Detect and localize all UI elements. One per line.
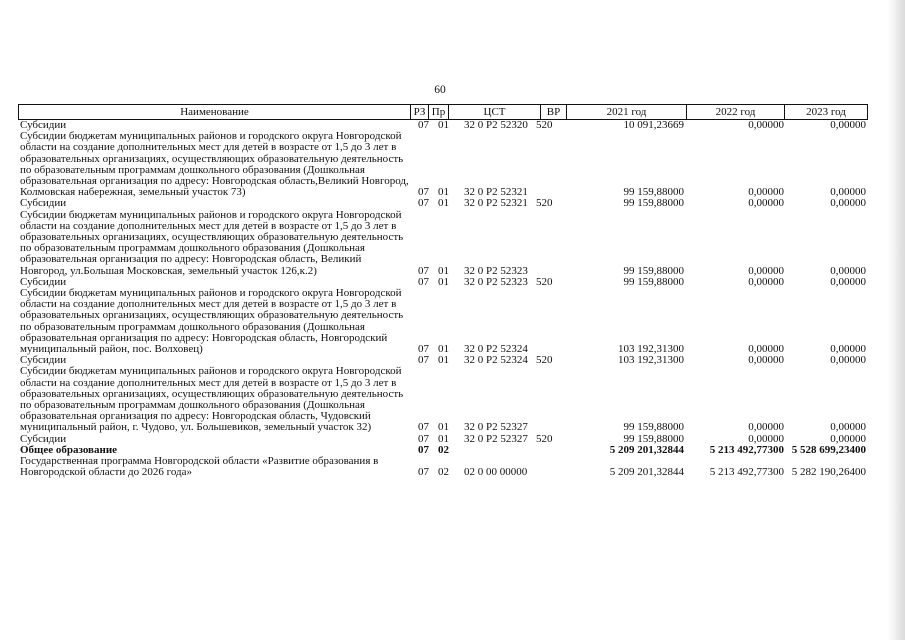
row-y2022: 0,00000	[748, 264, 784, 277]
row-name: Общее образование	[20, 443, 118, 456]
row-pr: 01	[438, 354, 449, 367]
table-row	[18, 131, 868, 198]
row-rz: 07	[418, 275, 429, 288]
table-header	[18, 104, 868, 120]
row-y2021: 99 159,88000	[623, 264, 684, 277]
row-rz: 07	[418, 432, 429, 445]
row-y2023: 0,00000	[830, 186, 866, 199]
scan-edge-shadow	[887, 0, 905, 640]
row-y2023: 5 528 699,23400	[791, 443, 866, 456]
row-cst: 32 0 Р2 52321	[464, 186, 528, 199]
row-pr: 01	[438, 275, 449, 288]
row-pr: 01	[438, 343, 449, 356]
table-row	[18, 210, 868, 277]
header-vr: ВР	[541, 105, 567, 119]
row-y2022: 0,00000	[748, 186, 784, 199]
row-cst: 32 0 Р2 52324	[464, 343, 528, 356]
row-cst: 32 0 Р2 52323	[464, 264, 528, 277]
row-y2021: 103 192,31300	[618, 343, 684, 356]
row-rz: 07	[418, 264, 429, 277]
row-y2023: 0,00000	[830, 197, 866, 210]
row-y2022: 0,00000	[748, 275, 784, 288]
row-cst: 32 0 Р2 52323	[464, 275, 528, 288]
header-2022: 2022 год	[687, 105, 785, 119]
row-y2023: 0,00000	[830, 275, 866, 288]
header-rz: РЗ	[411, 105, 429, 119]
row-y2022: 0,00000	[748, 119, 784, 131]
header-2021: 2021 год	[567, 105, 687, 119]
row-pr: 02	[438, 443, 449, 456]
row-rz: 07	[418, 421, 429, 434]
row-pr: 01	[438, 421, 449, 434]
row-y2021: 10 091,23669	[623, 119, 684, 131]
table-row	[18, 288, 868, 355]
row-name: Субсидии	[20, 197, 67, 210]
row-y2021: 5 209 201,32844	[609, 466, 684, 479]
row-cst: 32 0 Р2 52327	[464, 421, 528, 434]
row-pr: 01	[438, 119, 449, 131]
row-vr: 520	[536, 197, 553, 210]
row-name: Субсидии бюджетам муниципальных районов и городского округа Новгородской области на создание дополнительных мест для детей в возрасте от 1,5 до 3 лет в образовательных организациях, осуществляющих образовательную деятельность по образовательным программам дошкольного образования (Дошкольная образовательная организация по адресу: Новгородская область, Новгородский муниципальный район, пос. Волховец)	[20, 287, 404, 356]
table-row	[18, 456, 868, 478]
row-cst: 32 0 Р2 52321	[464, 197, 528, 210]
header-cst: ЦСТ	[449, 105, 541, 119]
row-name: Субсидии	[20, 432, 67, 445]
header-pr: Пр	[429, 105, 449, 119]
row-name: Субсидии бюджетам муниципальных районов и городского округа Новгородской области на создание дополнительных мест для детей в возрасте от 1,5 до 3 лет в образовательных организациях, осуществляющих образовательную деятельность по образовательным программам дошкольного образования (Дошкольная образовательная организация по адресу: Новгородская область,Великий Новгород, Колмовская набережная, земельный участок 73)	[20, 130, 409, 199]
row-y2021: 99 159,88000	[623, 275, 684, 288]
table-row	[18, 366, 868, 433]
row-y2022: 5 213 492,77300	[709, 443, 784, 456]
row-cst: 32 0 Р2 52324	[464, 354, 528, 367]
row-cst: 02 0 00 00000	[464, 466, 528, 479]
row-y2023: 0,00000	[830, 264, 866, 277]
row-name: Субсидии	[20, 275, 67, 288]
table-row	[18, 198, 868, 209]
row-vr: 520	[536, 432, 553, 445]
row-name: Субсидии	[20, 354, 67, 367]
header-2023: 2023 год	[806, 106, 846, 118]
table-body	[18, 120, 868, 479]
row-vr: 520	[536, 354, 553, 367]
row-pr: 01	[438, 432, 449, 445]
row-rz: 07	[418, 443, 429, 456]
page-number: 60	[434, 84, 446, 96]
row-y2023: 0,00000	[830, 432, 866, 445]
row-cst: 32 0 Р2 52327	[464, 432, 528, 445]
row-name: Субсидии	[20, 119, 67, 131]
row-rz: 07	[418, 343, 429, 356]
row-y2021: 99 159,88000	[623, 186, 684, 199]
row-pr: 02	[438, 466, 449, 479]
row-y2023: 5 282 190,26400	[791, 466, 866, 479]
row-y2023: 0,00000	[830, 421, 866, 434]
row-y2022: 0,00000	[748, 354, 784, 367]
row-y2022: 0,00000	[748, 421, 784, 434]
row-pr: 01	[438, 186, 449, 199]
row-cst: 32 0 Р2 52320	[464, 119, 528, 131]
row-y2022: 0,00000	[748, 432, 784, 445]
row-y2023: 0,00000	[830, 343, 866, 356]
row-y2022: 5 213 492,77300	[709, 466, 784, 479]
row-y2021: 103 192,31300	[618, 354, 684, 367]
row-name: Субсидии бюджетам муниципальных районов и городского округа Новгородской области на создание дополнительных мест для детей в возрасте от 1,5 до 3 лет в образовательных организациях, осуществляющих образовательную деятельность по образовательным программам дошкольного образования (Дошкольная образовательная организация по адресу: Новгородская область, Великий Новгород, ул.Большая Московская, земельный участок 126,к.2)	[20, 208, 404, 277]
row-rz: 07	[418, 197, 429, 210]
row-name: Государственная программа Новгородской области «Развитие образования в Новгородской области до 2026 года»	[20, 455, 379, 479]
row-rz: 07	[418, 466, 429, 479]
row-vr: 520	[536, 119, 553, 131]
row-y2021: 99 159,88000	[623, 421, 684, 434]
row-y2021: 5 209 201,32844	[609, 443, 684, 456]
row-y2022: 0,00000	[748, 197, 784, 210]
row-vr: 520	[536, 275, 553, 288]
row-rz: 07	[418, 354, 429, 367]
row-name: Субсидии бюджетам муниципальных районов и городского округа Новгородской области на создание дополнительных мест для детей в возрасте от 1,5 до 3 лет в образовательных организациях, осуществляющих образовательную деятельность по образовательным программам дошкольного образования (Дошкольная образовательная организация по адресу: Новгородская область, Чудовский муниципальный район, г. Чудово, ул. Большевиков, земельный участок 32)	[20, 365, 404, 434]
row-y2023: 0,00000	[830, 354, 866, 367]
row-y2021: 99 159,88000	[623, 197, 684, 210]
row-rz: 07	[418, 186, 429, 199]
row-y2021: 99 159,88000	[623, 432, 684, 445]
row-rz: 07	[418, 119, 429, 131]
row-y2023: 0,00000	[830, 119, 866, 131]
row-pr: 01	[438, 197, 449, 210]
header-name: Наименование	[19, 105, 411, 119]
row-y2022: 0,00000	[748, 343, 784, 356]
row-pr: 01	[438, 264, 449, 277]
